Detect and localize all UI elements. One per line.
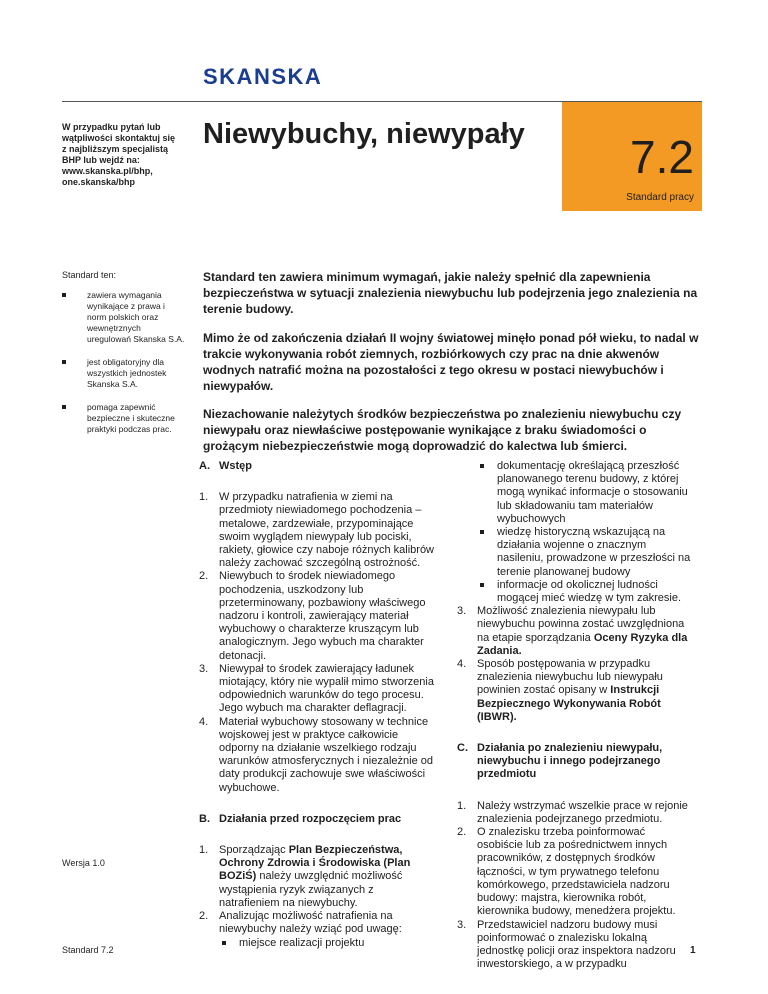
list-item: 2. O znalezisku trzeba poinformować osobiście lub za pośrednictwem innych pracowników, z dostępnych środków łączności, w tym prywatnego telefonu komórkowego, przedstawiciela nadzoru budowy: majstra, kierownika robót, kierownika budowy, menedżera projektu.	[457, 826, 676, 918]
standard-number: 7.2	[630, 131, 694, 183]
list-item: 3. Możliwość znalezienia niewypału lub niewybuchu powinna zostać uwzględniona na etapie sporządzania Oceny Ryzyka dla Zadania.	[457, 605, 688, 657]
bullet-list-continued	[457, 460, 693, 605]
section-title: Działania po znalezieniu niewypału, niewybuchu i innego podejrzanego przedmiotu	[477, 742, 663, 781]
bullet-item: informacje od okolicznej ludności mogącej mieć wiedzę w tym zakresie.	[477, 579, 693, 605]
section-title: Wstęp	[219, 460, 252, 472]
section-c-heading	[457, 742, 693, 782]
column-left	[199, 460, 435, 968]
intro-paragraph-1: Standard ten zawiera minimum wymagań, jakie należy spełnić dla zapewnienia bezpieczeństwa w sytuacji znalezienia niewybuchu lub podejrzenia jego znalezienia na terenie budowy.	[203, 270, 698, 316]
list-item: 3. Przedstawiciel nadzoru budowy musi poinformować o znalezisku lokalną jednostkę policji oraz inspektora nadzoru inwestorskiego, a w przypadku	[457, 918, 676, 971]
bullet-list	[219, 937, 435, 950]
list-item: 3. Niewypał to środek zawierający ładunek miotający, który nie wypalił mimo stworzenia odpowiednich warunków do tego procesu. Jego wybuch ma charakter deflagracji.	[199, 662, 434, 715]
section-title: Działania przed rozpoczęciem prac	[219, 812, 402, 825]
sidebar-heading: Standard ten:	[62, 270, 117, 280]
list-item: 2. Analizując możliwość natrafienia na niewybuchy należy wziąć pod uwagę: miejsce realizacji projektu	[199, 910, 435, 950]
list-item: 4. Sposób postępowania w przypadku znalezienia niewybuchu lub niewypału powinien zostać opisany w Instrukcji Bezpiecznego Wykonywania Robót (IBWR).	[457, 658, 663, 723]
list-item: 1. Sporządzając Plan Bezpieczeństwa, Ochrony Zdrowia i Środowiska (Plan BOZiŚ) należy uwzględnić możliwość wystąpienia ryzyk związanych z natrafieniem na niewybuchy.	[199, 844, 411, 909]
bullet-item: dokumentację określającą przeszłość planowanego terenu budowy, z której mogą wynikać informacje o stosowaniu lub składowaniu tam materiałów wybuchowych	[477, 460, 693, 526]
page-number: 1	[690, 945, 696, 956]
section-letter: A.	[199, 460, 210, 472]
list-item: 2. Niewybuch to środek niewiadomego pochodzenia, uszkodzony lub przeterminowany, pozbawiony właściwego nadzoru i kontroli, zawierający materiał wybuchowy o charakterze kruszącym lub analogicznym. Jego wybuch ma charakter detonacji.	[199, 570, 426, 662]
standard-label: Standard pracy	[626, 192, 694, 203]
skanska-logo: SKANSKA	[203, 64, 323, 89]
sidebar-list	[62, 290, 186, 447]
sidebar-item: pomaga zapewnić bezpieczne i skuteczne praktyki podczas prac.	[62, 402, 186, 435]
contact-note: W przypadku pytań lub wątpliwości skontaktuj się z najbliższym specjalistą BHP lub wejdź na: www.skanska.pl/bhp, one.skanska/bhp	[62, 122, 176, 187]
section-letter: B.	[199, 812, 210, 825]
standard-badge	[562, 102, 702, 211]
column-right	[457, 460, 693, 989]
list-item: 1. Należy wstrzymać wszelkie prace w rejonie znalezienia podejrzanego przedmiotu.	[457, 799, 688, 825]
page-title: Niewybuchy, niewypały	[203, 118, 525, 150]
section-a-list	[199, 491, 435, 795]
intro-paragraph-3: Niezachowanie należytych środków bezpieczeństwa po znalezieniu niewybuchu czy niewypału oraz niewłaściwe postępowanie wynikające z braku świadomości o grożącym niebezpieczeństwie mogą doprowadzić do kalectwa lub śmierci.	[203, 407, 682, 453]
section-b-list-continued	[457, 605, 693, 724]
list-item: 1. W przypadku natrafienia w ziemi na przedmioty niewiadomego pochodzenia – metalowe, zardzewiałe, przypominające swoim wyglądem niewypały lub pociski, rakiety, głowice czy naboje różnych kalibrów należy zachować szczególną ostrożność.	[199, 491, 434, 570]
section-a-heading	[199, 460, 435, 473]
section-letter: C.	[457, 742, 468, 755]
sidebar-item: zawiera wymagania wynikające z prawa i norm polskich oraz wewnętrznych uregulowań Skanska S.A.	[62, 290, 186, 345]
section-b-heading	[199, 813, 435, 826]
version-label: Wersja 1.0	[62, 858, 105, 868]
bullet-item: miejsce realizacji projektu	[219, 937, 435, 950]
list-item: 4. Materiał wybuchowy stosowany w technice wojskowej jest w praktyce całkowicie odporny na działanie wszelkiego rodzaju warunków atmosferycznych i niezależnie od daty produkcji zachowuje swe właściwości wybuchowe.	[199, 715, 433, 794]
section-c-list	[457, 800, 693, 972]
footer-standard: Standard 7.2	[62, 945, 114, 955]
section-b-list	[199, 844, 435, 950]
bullet-item: wiedzę historyczną wskazującą na działania wojenne o znacznym nasileniu, prowadzone w przeszłości na terenie planowanej budowy	[477, 526, 693, 579]
sidebar-item: jest obligatoryjny dla wszystkich jednostek Skanska S.A.	[62, 357, 186, 390]
intro-paragraph-2: Mimo że od zakończenia działań II wojny światowej minęło ponad pół wieku, to nadal w trakcie wykonywania robót ziemnych, rozbiórkowych czy prac na dnie akwenów wodnych natrafić można na pozostałości z tego okresu w postaci niewybuchów i niewypałów.	[203, 331, 699, 393]
